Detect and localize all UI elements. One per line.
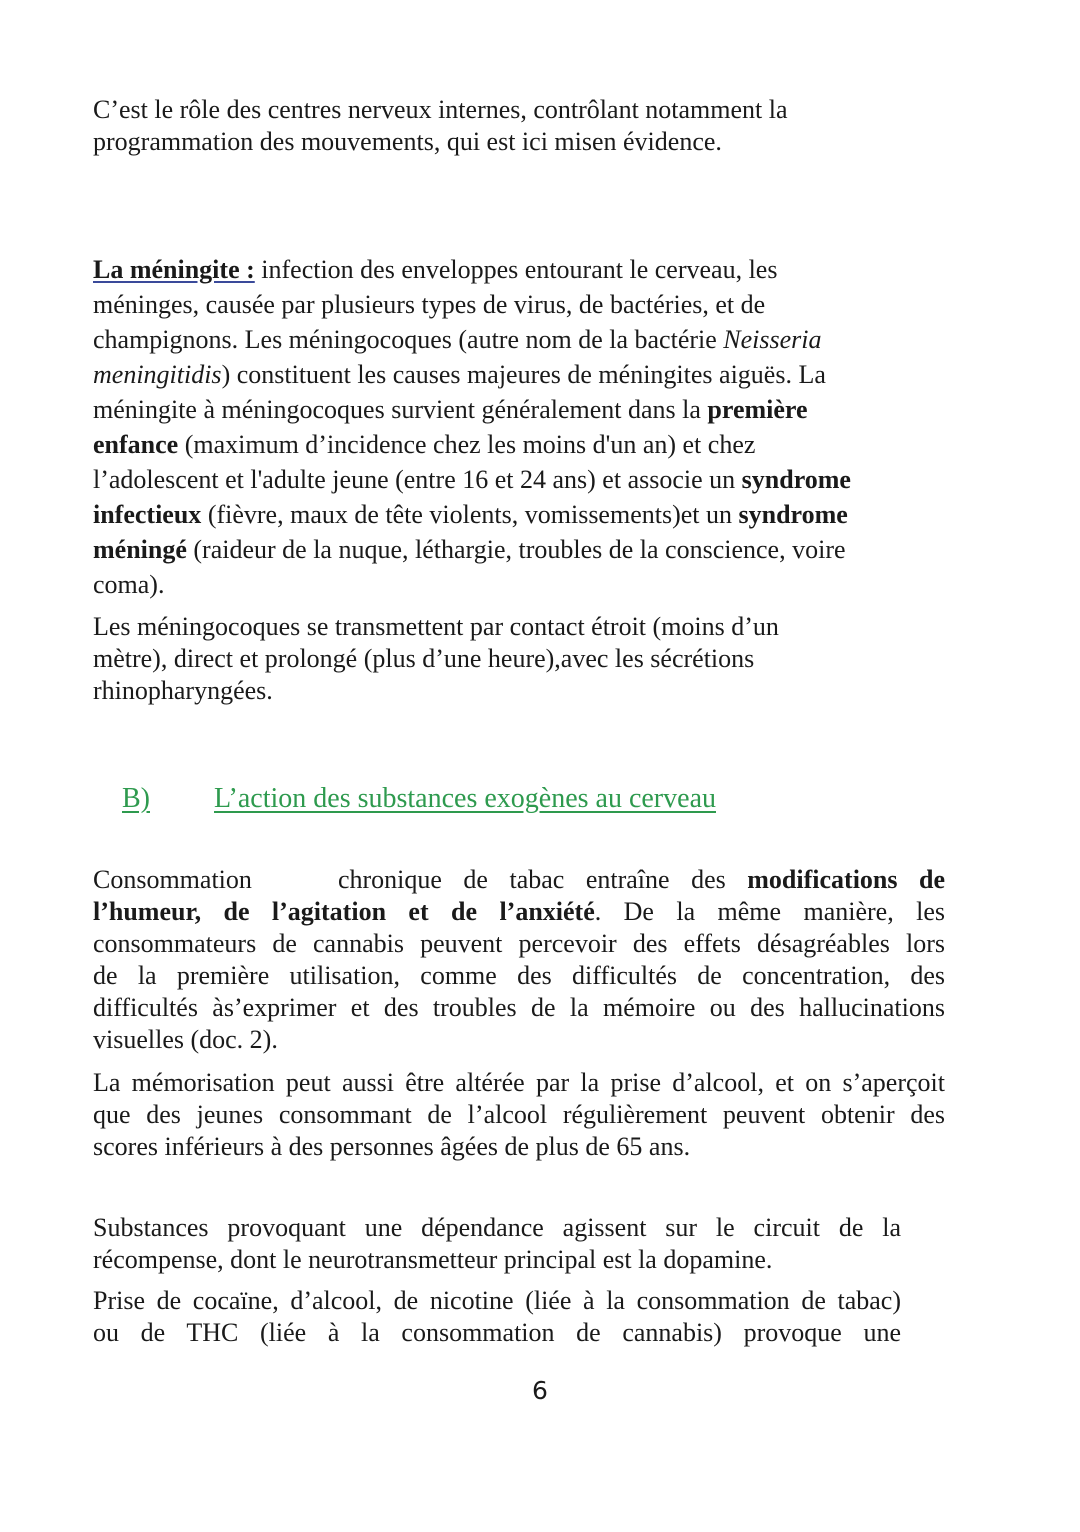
text-fragment: (maximum d’incidence chez les moins d'un an) et chez — [178, 430, 756, 459]
text-line: méninges, causée par plusieurs types de virus, de bactéries, et de — [93, 290, 766, 319]
page-number: 6 — [532, 1376, 548, 1405]
text-line: difficultés às’exprimer et des troubles de la mémoire ou des hallucinations — [93, 993, 945, 1022]
text-fragment: champignons. Les méningocoques (autre nom de la bactérie — [93, 325, 724, 354]
text-line: consommateurs de cannabis peuvent percevoir des effets désagréables lors — [93, 929, 945, 958]
text-line: Les méningocoques se transmettent par contact étroit (moins d’un — [93, 612, 779, 641]
text-fragment: (raideur de la nuque, léthargie, troubles de la conscience, voire — [186, 535, 846, 564]
text-line — [93, 462, 923, 497]
bold-term: infectieux — [93, 500, 202, 529]
tabac-paragraph — [93, 864, 945, 1056]
text-line: rhinopharyngées. — [93, 676, 273, 705]
text-fragment: infection des enveloppes entourant le cerveau, les — [254, 255, 778, 284]
transmission-paragraph — [93, 611, 893, 707]
text-line — [93, 392, 923, 427]
section-title: L’action des substances exogènes au cerveau — [214, 783, 716, 814]
bold-term: modifications de — [747, 865, 946, 894]
text-line — [93, 497, 923, 532]
text-fragment: l’adolescent et l'adulte jeune (entre 16 et 24 ans) et associe un — [93, 465, 742, 494]
bold-term: l’humeur, de l’agitation et de l’anxiété — [93, 897, 595, 926]
text-line — [93, 864, 945, 896]
text-fragment: méningite à méningocoques survient généralement dans la — [93, 395, 708, 424]
text-line — [93, 532, 923, 567]
text-line — [93, 427, 923, 462]
species-name: Neisseria — [723, 325, 822, 354]
bold-term: méningé — [93, 535, 187, 564]
text-line: scores inférieurs à des personnes âgées de plus de 65 ans. — [93, 1132, 691, 1161]
meningite-term: La méningite : — [93, 255, 255, 284]
intro-paragraph — [93, 94, 853, 158]
text-line — [93, 322, 923, 357]
text-line: Prise de cocaïne, d’alcool, de nicotine (liée à la consommation de tabac) — [93, 1286, 901, 1315]
bold-term: syndrome — [741, 465, 851, 494]
text-line: que des jeunes consommant de l’alcool régulièrement peuvent obtenir des — [93, 1100, 945, 1129]
text-line — [93, 357, 923, 392]
text-line: récompense, dont le neurotransmetteur principal est la dopamine. — [93, 1245, 773, 1274]
text-line — [93, 896, 945, 928]
text-line: visuelles (doc. 2). — [93, 1025, 278, 1054]
species-name: meningitidis — [93, 360, 222, 389]
meningite-paragraph — [93, 252, 923, 602]
text-line: de la première utilisation, comme des difficultés de concentration, des — [93, 961, 945, 990]
text-line: mètre), direct et prolongé (plus d’une heure),avec les sécrétions — [93, 644, 755, 673]
bold-term: syndrome — [738, 500, 848, 529]
text-line: Substances provoquant une dépendance agissent sur le circuit de la — [93, 1213, 901, 1242]
text-fragment: Consommation chronique de tabac entraîne des — [93, 865, 748, 894]
section-letter: B) — [122, 783, 150, 814]
text-line: La mémorisation peut aussi être altérée par la prise d’alcool, et on s’aperçoit — [93, 1068, 945, 1097]
section-heading — [122, 781, 716, 817]
alcool-paragraph — [93, 1067, 945, 1163]
text-fragment: (fièvre, maux de tête violents, vomissements)et un — [201, 500, 739, 529]
text-line: programmation des mouvements, qui est ici misen évidence. — [93, 127, 722, 156]
cocaine-paragraph — [93, 1285, 901, 1349]
text-line — [93, 252, 923, 287]
text-line: ou de THC (liée à la consommation de cannabis) provoque une — [93, 1318, 901, 1347]
bold-term: enfance — [93, 430, 179, 459]
dependance-paragraph — [93, 1212, 901, 1276]
text-fragment: ) constituent les causes majeures de méningites aiguës. La — [221, 360, 826, 389]
bold-term: première — [707, 395, 808, 424]
text-line: coma). — [93, 570, 165, 599]
text-fragment: . De la même manière, les — [594, 897, 945, 926]
text-line: C’est le rôle des centres nerveux internes, contrôlant notamment la — [93, 95, 788, 124]
